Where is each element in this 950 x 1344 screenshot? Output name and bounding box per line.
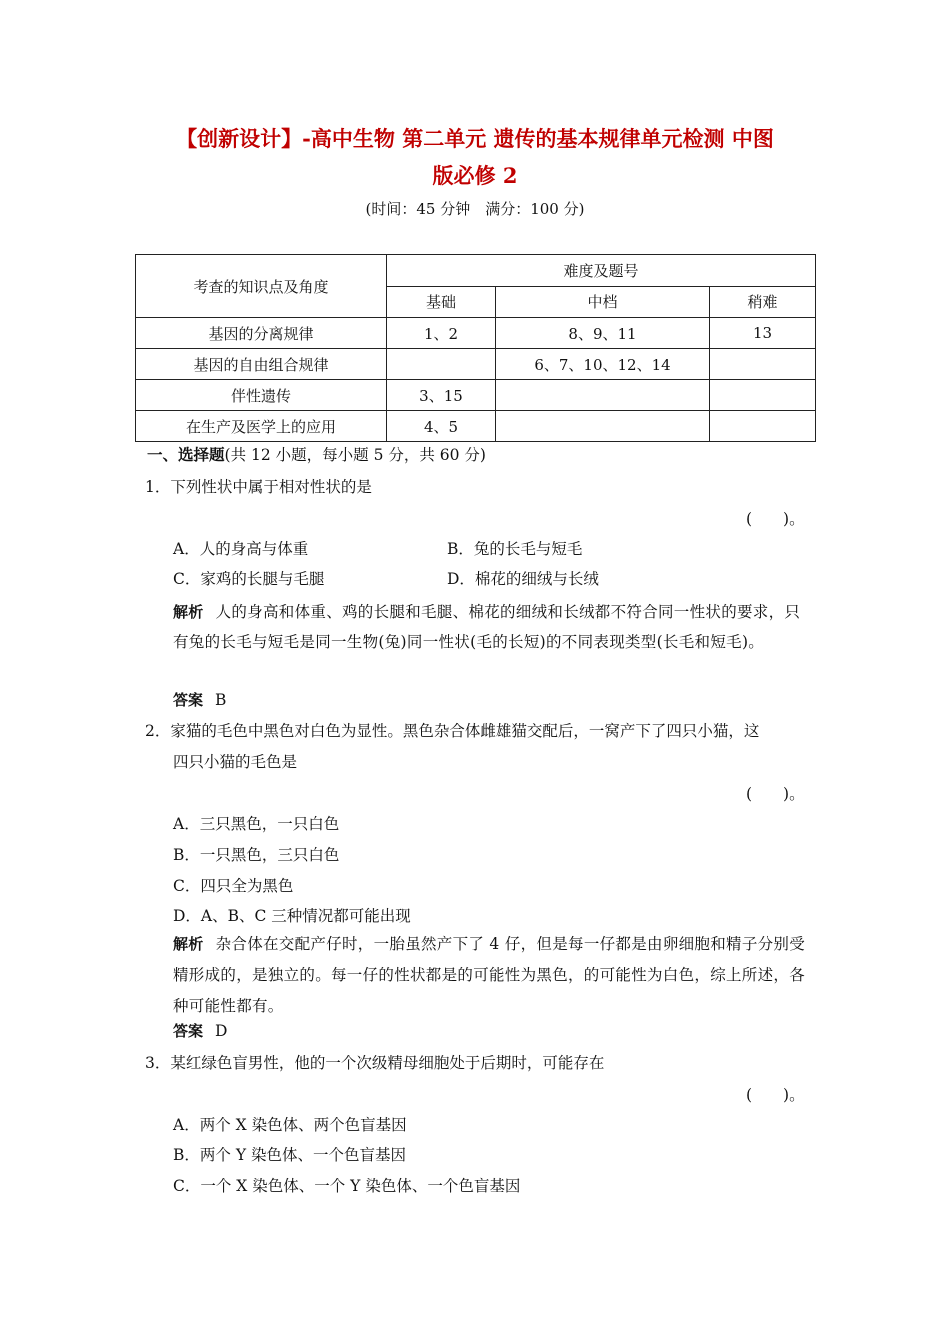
question-3-stem: 3．某红绿色盲男性，他的一个次级精母细胞处于后期时，可能存在 [145,1054,605,1072]
question-2-stem-line2: 四只小猫的毛色是 [173,753,298,771]
question-1-answer-blank: ( )。 [746,510,805,528]
explanation-label: 解析 [173,935,204,953]
level-basic: 基础 [387,286,496,318]
table-cell-basic [387,349,496,380]
explanation-label: 解析 [173,603,204,621]
table-cell-medium [496,380,710,411]
answer-value: D [215,1022,228,1040]
table-header-difficulty: 难度及题号 [387,255,816,287]
table-cell-basic: 1、2 [387,318,496,349]
question-1-option-d: D．棉花的细绒与长绒 [447,570,599,588]
answer-label: 答案 [173,1022,204,1040]
table-cell-basic: 4、5 [387,411,496,442]
question-3-option-b: B．两个 Y 染色体、一个色盲基因 [173,1146,406,1164]
question-2-option-d: D．A、B、C 三种情况都可能出现 [173,907,411,925]
table-cell-topic: 基因的自由组合规律 [136,349,387,380]
table-header-topic: 考查的知识点及角度 [136,255,387,318]
answer-value: B [215,691,227,709]
table-cell-topic: 基因的分离规律 [136,318,387,349]
question-2-stem-line1: 2．家猫的毛色中黑色对白色为显性。黑色杂合体雌雄猫交配后，一窝产下了四只小猫，这 [145,722,760,740]
table-cell-hard [710,380,816,411]
question-1-option-c: C．家鸡的长腿与毛腿 [173,570,325,588]
table-header-row [136,255,816,287]
section-heading [147,443,486,465]
section-note: (共 12 小题，每小题 5 分，共 60 分) [224,446,486,464]
table-cell-medium [496,411,710,442]
exam-time-score: (时间：45 分钟 满分：100 分) [365,200,585,218]
document-title-line2: 版必修 2 [432,163,518,188]
question-2-explanation [173,929,813,1022]
section-title: 一、选择题 [147,445,225,464]
table-cell-basic: 3、15 [387,380,496,411]
explanation-text: 人的身高和体重、鸡的长腿和毛腿、棉花的细绒和长绒都不符合同一性状的要求，只有兔的长毛与短毛是同一生物(兔)同一性状(毛的长短)的不同表现类型(长毛和短毛)。 [173,603,801,651]
table-cell-topic: 在生产及医学上的应用 [136,411,387,442]
table-cell-hard: 13 [710,318,816,349]
question-2-option-a: A．三只黑色，一只白色 [173,815,340,833]
table-row [136,411,816,442]
difficulty-table [135,254,816,442]
question-3-option-a: A．两个 X 染色体、两个色盲基因 [173,1116,407,1134]
level-medium: 中档 [496,286,710,318]
table-row [136,380,816,411]
question-1-stem: 1．下列性状中属于相对性状的是 [145,478,372,496]
question-1-option-a: A．人的身高与体重 [173,540,309,558]
question-2-option-b: B．一只黑色，三只白色 [173,846,340,864]
question-3-answer-blank: ( )。 [746,1086,805,1104]
explanation-text: 杂合体在交配产仔时，一胎虽然产下了 4 仔，但是每一仔都是由卵细胞和精子分别受精形成的，是独立的。每一仔的性状都是的可能性为黑色，的可能性为白色，综上所述，各种可能性都有。 [173,935,806,1015]
table-cell-medium: 8、9、11 [496,318,710,349]
document-title-line1: 【创新设计】-高中生物 第二单元 遗传的基本规律单元检测 中图 [176,126,774,151]
table-cell-hard [710,411,816,442]
question-2-answer [173,1020,227,1041]
question-3-option-c: C．一个 X 染色体、一个 Y 染色体、一个色盲基因 [173,1177,521,1195]
level-hard: 稍难 [710,286,816,318]
question-1-option-b: B．兔的长毛与短毛 [447,540,583,558]
question-2-answer-blank: ( )。 [746,785,805,803]
table-row [136,318,816,349]
table-cell-medium: 6、7、10、12、14 [496,349,710,380]
table-cell-topic: 伴性遗传 [136,380,387,411]
answer-label: 答案 [173,691,204,709]
question-1-explanation [173,597,813,657]
table-row [136,349,816,380]
question-1-answer [173,689,226,710]
table-cell-hard [710,349,816,380]
question-2-option-c: C．四只全为黑色 [173,877,294,895]
